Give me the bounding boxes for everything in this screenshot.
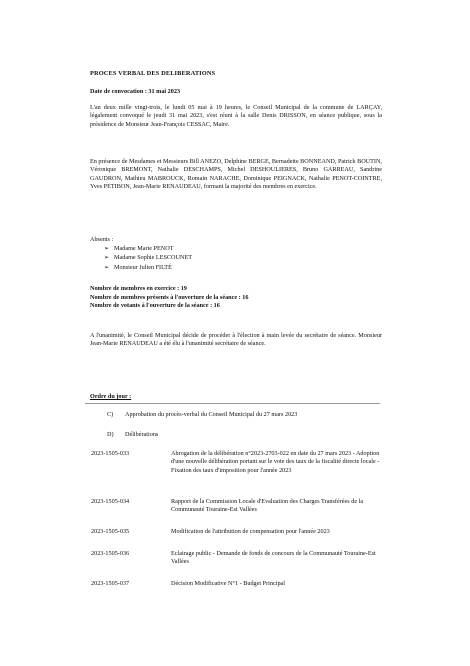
intro-paragraph: L'an deux mille vingt-trois, le lundi 05 mai à 19 heures, le Conseil Municipal de la commune de LARÇAY, légalement convoqué le jeudi 31 mai 2023, s'est réuni à la salle Denis DRISSON, en séance publique, sous la présidence de Monsieur Jean-François CESSAC, Maire.	[90, 104, 382, 128]
absent-name: Monsieur Julien FILTÉ	[114, 263, 172, 271]
agenda-text: Approbation du procès-verbal du Conseil Municipal du 27 mars 2023	[125, 411, 298, 418]
deliberation-text: Décision Modificative N°1 - Budget Principal	[171, 580, 285, 587]
deliberation-text: Rapport de la Commission Locale d'Evaluation des Charges Transférées de la Communauté Touraine-Est Vallées	[171, 498, 364, 514]
deliberation-text: Modification de l'attribution de compensation pour l'année 2023	[171, 528, 330, 535]
agenda-item-approval	[107, 411, 297, 419]
members-in-office: Nombre de membres en exercice : 19	[90, 285, 187, 292]
absents-label: Absents :	[90, 236, 114, 243]
voters-count: Nombre de votants à l'ouverture de la séance : 16	[90, 302, 220, 310]
arrow-bullet-icon: ➢	[104, 245, 110, 252]
deliberation-text: Eclairage public - Demande de fonds de concours de la Communauté Touraine-Est Vallées	[171, 550, 376, 566]
deliberation-number: 2023-1505-036	[91, 550, 130, 557]
deliberation-number: 2023-1505-037	[91, 580, 130, 587]
deliberation-number: 2023-1505-035	[91, 528, 130, 535]
arrow-bullet-icon: ➢	[104, 263, 110, 271]
member-counts	[90, 285, 248, 311]
agenda-letter: C)	[107, 411, 114, 418]
list-item	[104, 245, 192, 254]
members-present: Nombre de membres présents à l'ouverture de la séance : 16	[90, 293, 249, 301]
list-item	[104, 254, 192, 263]
deliberation-number: 2023-1505-033	[91, 450, 130, 457]
agenda-item-deliberations	[107, 431, 158, 439]
agenda-text: Délibérations	[125, 431, 159, 438]
divider	[85, 403, 380, 404]
document-title: PROCES VERBAL DES DELIBERATIONS	[90, 70, 216, 77]
absent-name: Madame Marie PENOT	[114, 245, 174, 252]
convocation-date: Date de convocation : 31 mai 2023	[90, 88, 181, 95]
deliberation-text: Abrogation de la délibération n°2023-2703-022 en date du 27 mars 2023 - Adoption d'une nouvelle délibération portant sur le vote des taux de la fiscalité directe locale - Fixation des taux d'imposition pour l'année 2023	[171, 450, 380, 474]
agenda-title: Ordre du jour :	[90, 393, 132, 400]
deliberation-number: 2023-1505-034	[91, 498, 130, 505]
secretary-paragraph: A l'unanimité, le Conseil Municipal décide de procéder à l'élection à main levée du secrétaire de séance. Monsieur Jean-Marie RENAUDEAU a été élu à l'unanimité secrétaire de séance.	[90, 332, 382, 348]
arrow-bullet-icon: ➢	[104, 254, 110, 262]
absents-list	[104, 245, 192, 273]
list-item	[104, 264, 192, 273]
presence-paragraph: En présence de Mesdames et Messieurs Bill ANEZO, Delphine BERGE, Bernadette BONNEAND, Patrick BOUTIN, Véronique BREMONT, Nathalie DESCHAMPS, Michel DESHOULIERES, Bruno GARREAU, Sandrine GAUDRON, Mathieu MABROUCK, Romain NARACHE, Dominique PEIGNACK, Nathalie PENOT-COINTRE, Yves PETIBON, Jean-Marie RENAUDEAU, formant la majorité des membres en exercice.	[90, 158, 382, 191]
agenda-letter: D)	[107, 431, 114, 438]
absent-name: Madame Sophie LESCOUNET	[114, 254, 193, 262]
